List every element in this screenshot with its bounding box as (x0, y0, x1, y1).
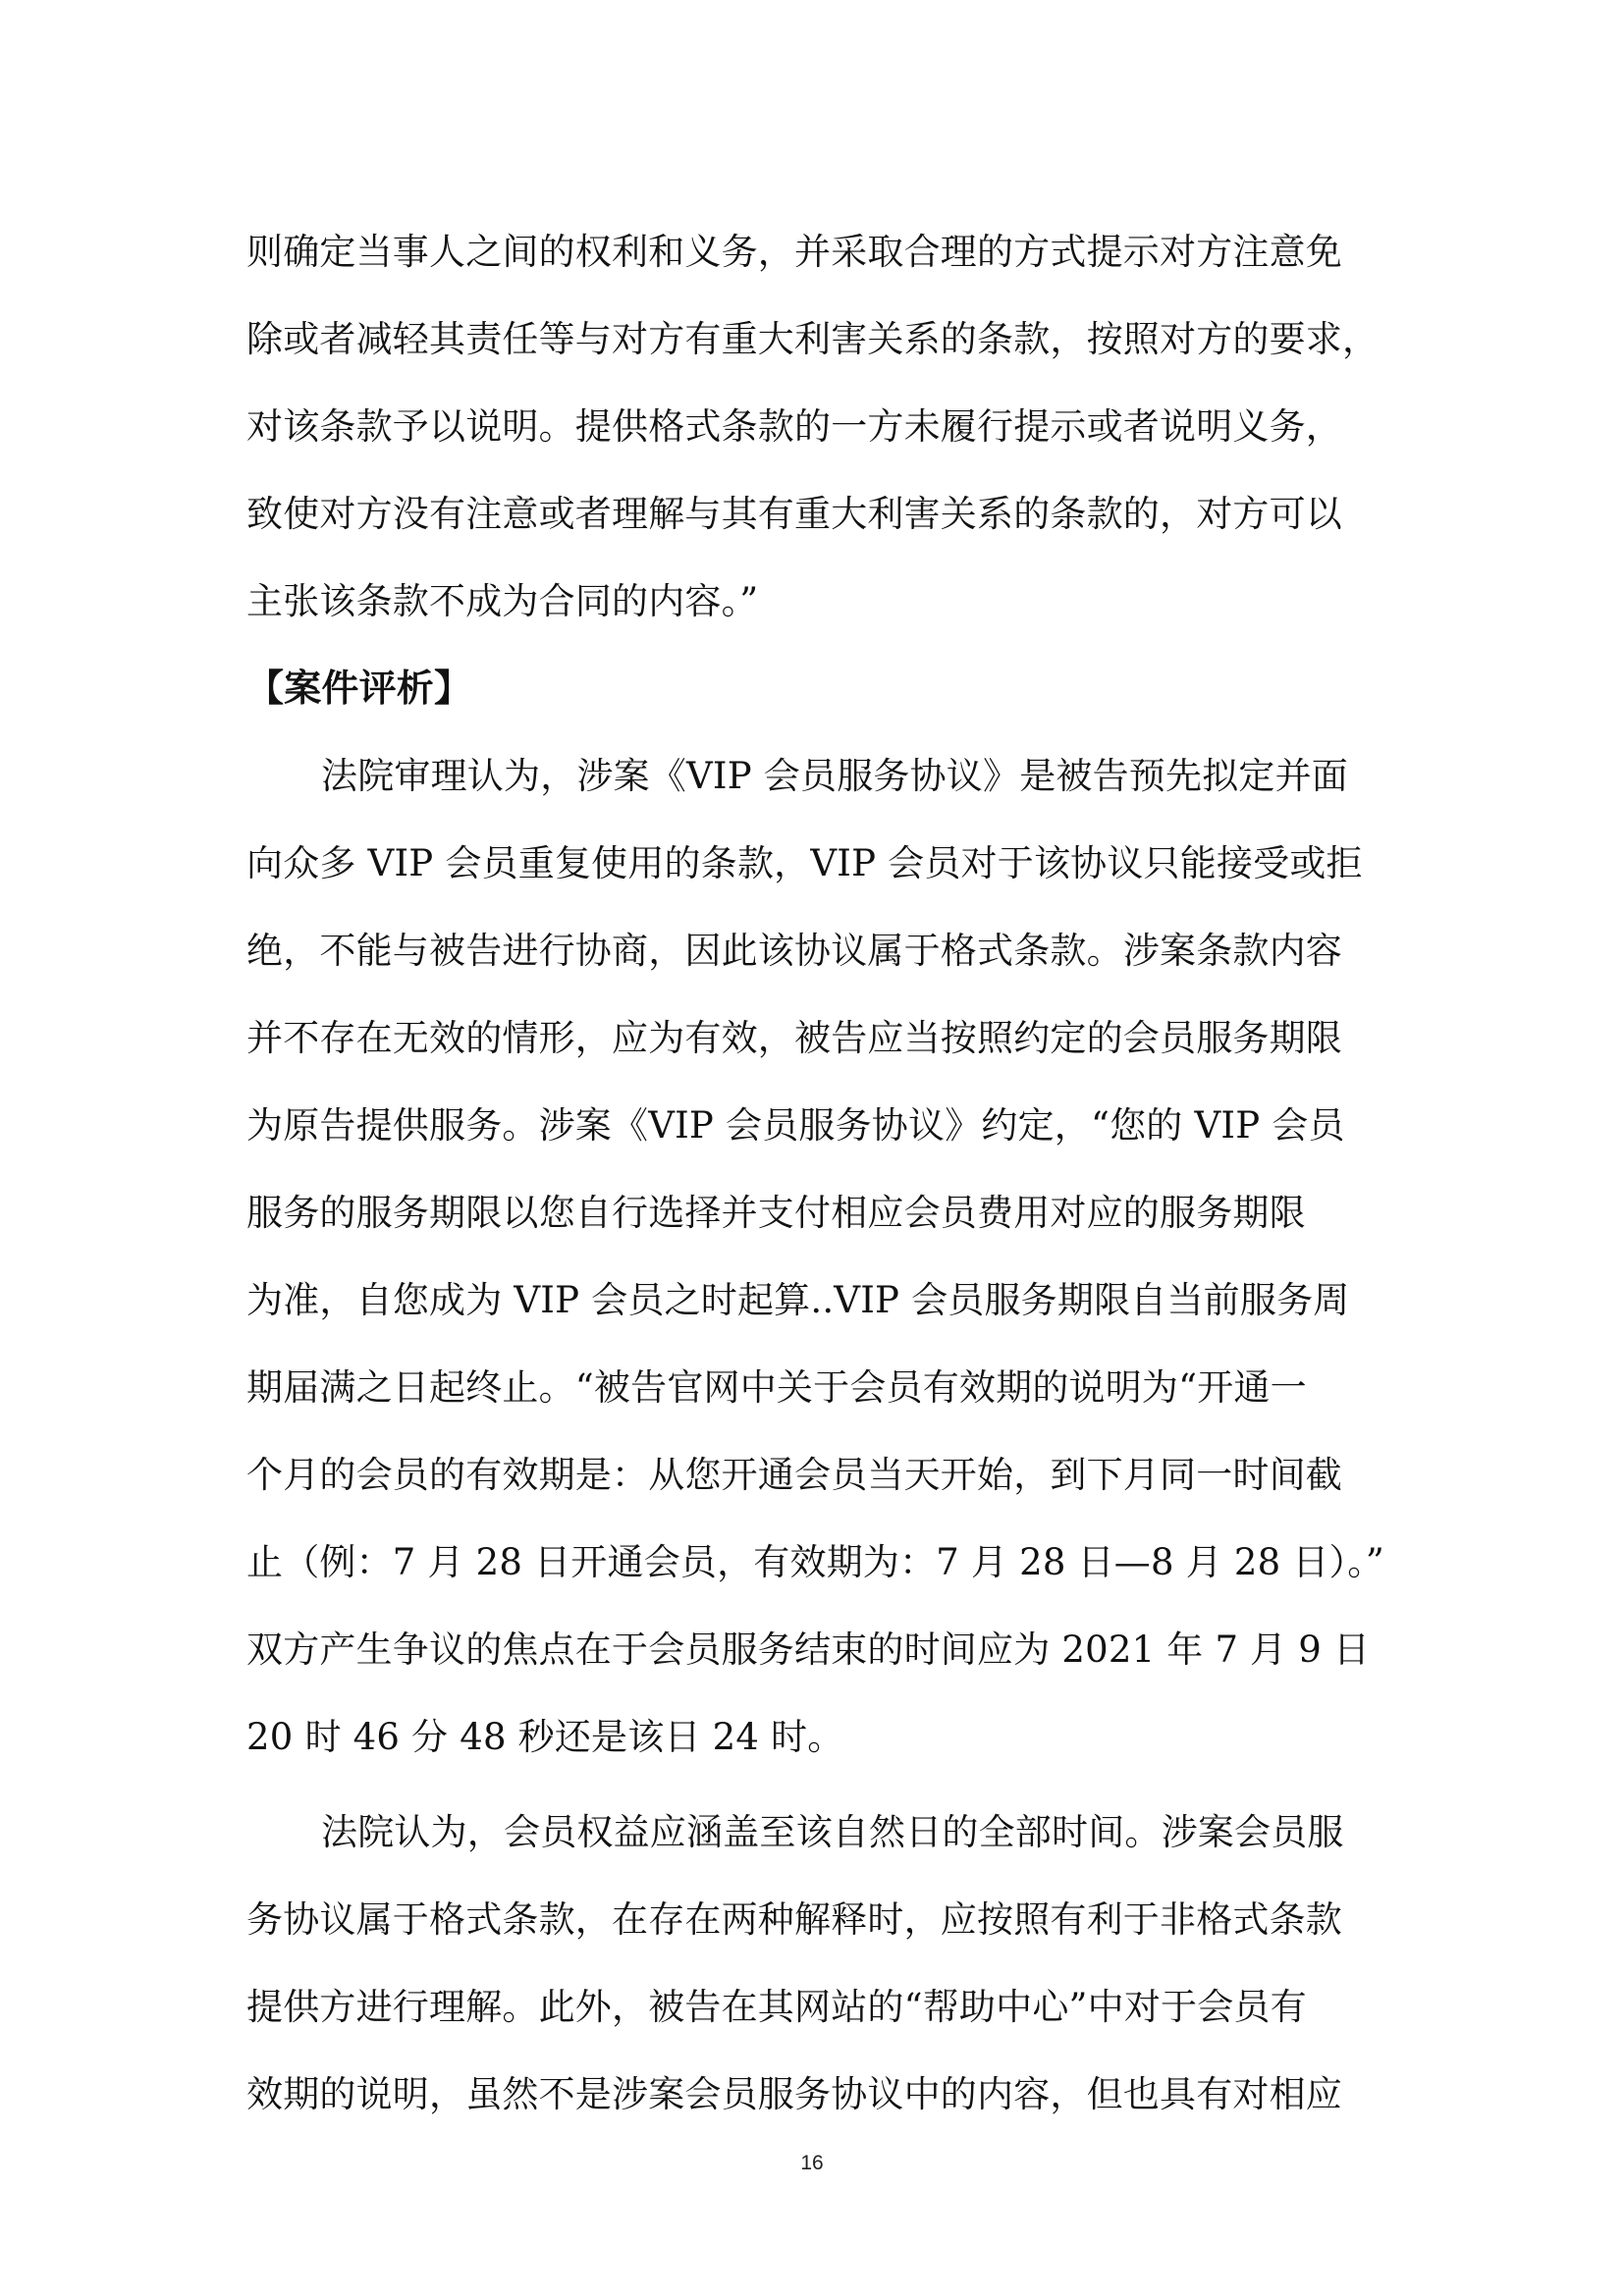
text-line: 为准，自您成为 VIP 会员之时起算..VIP 会员服务期限自当前服务周 (246, 1279, 1350, 1321)
section-heading: 【案件评析】 (246, 667, 472, 710)
text-line: 止（例：7 月 28 日开通会员，有效期为：7 月 28 日—8 月 28 日）。” (246, 1541, 1385, 1583)
text-line: 除或者减轻其责任等与对方有重大利害关系的条款，按照对方的要求， (246, 318, 1380, 360)
text-line: 并不存在无效的情形，应为有效，被告应当按照约定的会员服务期限 (246, 1017, 1342, 1059)
text-line: 则确定当事人之间的权利和义务，并采取合理的方式提示对方注意免 (246, 231, 1342, 273)
body-text (246, 208, 1385, 2138)
text-line: 主张该条款不成为合同的内容。” (246, 580, 759, 622)
text-line: 服务的服务期限以您自行选择并支付相应会员费用对应的服务期限 (246, 1192, 1306, 1234)
text-line: 20 时 46 分 48 秒还是该日 24 时。 (246, 1716, 844, 1758)
text-line: 绝，不能与被告进行协商，因此该协议属于格式条款。涉案条款内容 (246, 930, 1342, 972)
text-line: 务协议属于格式条款，在存在两种解释时，应按照有利于非格式条款 (246, 1898, 1342, 1941)
text-line: 提供方进行理解。此外，被告在其网站的“帮助中心”中对于会员有 (246, 1986, 1307, 2028)
text-line: 向众多 VIP 会员重复使用的条款，VIP 会员对于该协议只能接受或拒 (246, 842, 1363, 884)
text-line: 法院认为，会员权益应涵盖至该自然日的全部时间。涉案会员服 (321, 1811, 1344, 1853)
text-line: 期届满之日起终止。“被告官网中关于会员有效期的说明为“开通一 (246, 1366, 1307, 1409)
text-line: 致使对方没有注意或者理解与其有重大利害关系的条款的，对方可以 (246, 493, 1342, 535)
text-line: 法院审理认为，涉案《VIP 会员服务协议》是被告预先拟定并面 (321, 755, 1348, 797)
page-number: 16 (800, 2152, 824, 2174)
text-line: 为原告提供服务。涉案《VIP 会员服务协议》约定，“您的 VIP 会员 (246, 1104, 1345, 1147)
text-line: 双方产生争议的焦点在于会员服务结束的时间应为 2021 年 7 月 9 日 (246, 1629, 1371, 1671)
paragraph-gap (246, 1781, 1385, 1789)
text-line: 个月的会员的有效期是：从您开通会员当天开始，到下月同一时间截 (246, 1454, 1342, 1496)
text-line: 对该条款予以说明。提供格式条款的一方未履行提示或者说明义务， (246, 405, 1342, 448)
text-line: 效期的说明，虽然不是涉案会员服务协议中的内容，但也具有对相应 (246, 2073, 1342, 2115)
